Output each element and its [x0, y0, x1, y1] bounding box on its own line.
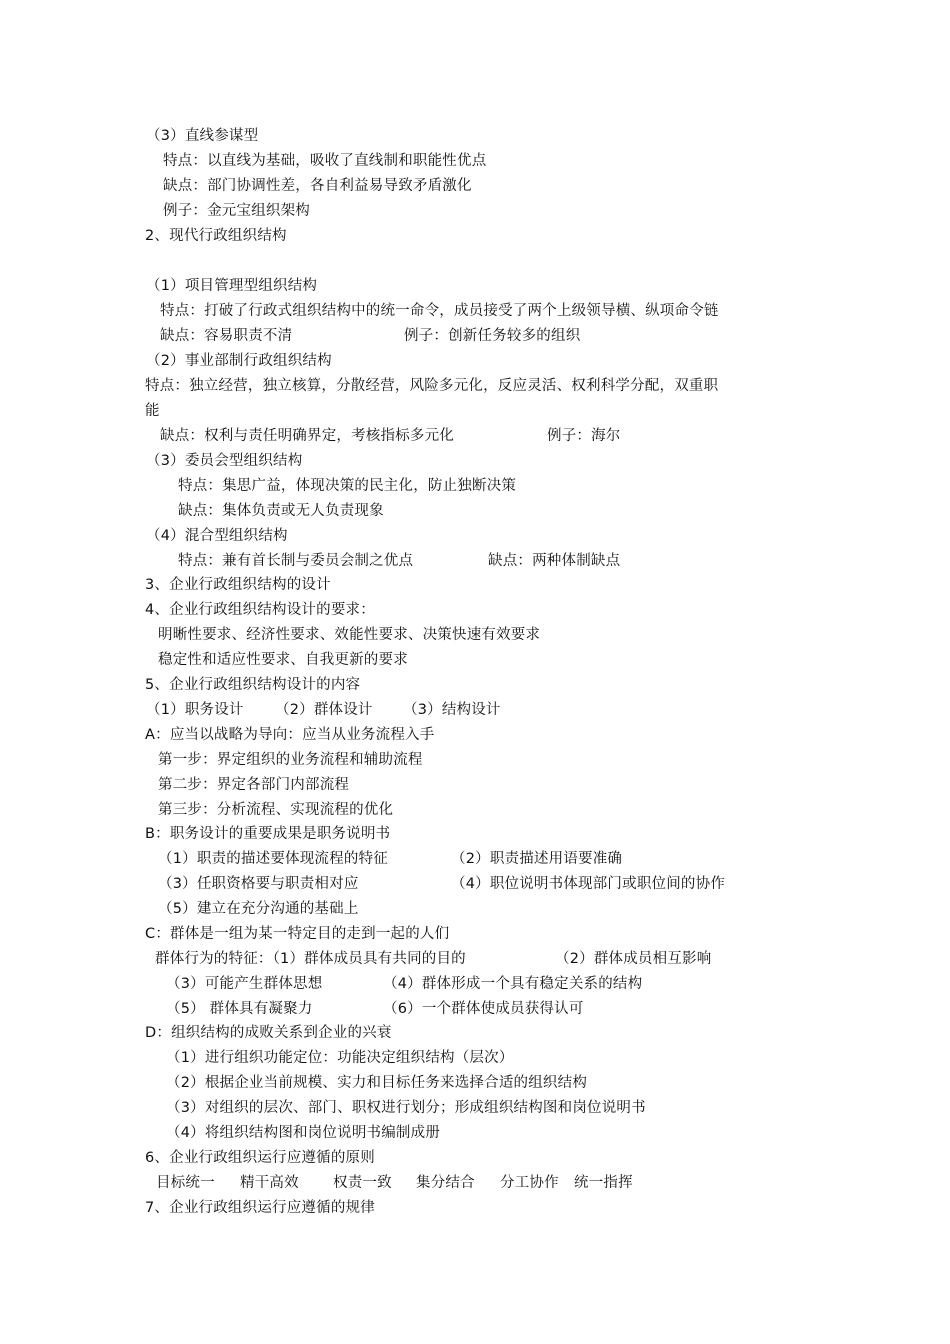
- text-line: （1）进行组织功能定位：功能决定组织结构（层次）: [166, 1050, 514, 1066]
- subsection-heading: （1）项目管理型组织结构: [146, 278, 318, 294]
- text-line: 群体行为的特征：（1）群体成员具有共同的目的: [155, 951, 466, 967]
- text-line: （6）一个群体使成员获得认可: [383, 1001, 584, 1017]
- point-heading: B：职务设计的重要成果是职务说明书: [145, 826, 391, 842]
- principle-item: 分工协作: [500, 1175, 559, 1191]
- section-heading: 3、企业行政组织结构的设计: [145, 577, 331, 593]
- text-line: 缺点：集体负责或无人负责现象: [178, 503, 384, 519]
- text-line: （2）根据企业当前规模、实力和目标任务来选择合适的组织结构: [166, 1075, 588, 1091]
- subsection-heading: （2）事业部制行政组织结构: [146, 353, 332, 369]
- section-heading: 2、现代行政组织结构: [145, 228, 287, 244]
- principle-item: 权责一致: [333, 1175, 392, 1191]
- section-heading: 5、企业行政组织结构设计的内容: [145, 677, 361, 693]
- text-line: 缺点：容易职责不清: [160, 328, 293, 344]
- text-line: 例子：金元宝组织架构: [163, 203, 310, 219]
- text-line: 特点：兼有首长制与委员会制之优点: [178, 553, 414, 569]
- heading-line-staff-type: （3）直线参谋型: [146, 128, 259, 144]
- text-line: （4）将组织结构图和岗位说明书编制成册: [166, 1125, 441, 1141]
- text-line: 特点：以直线为基础，吸收了直线制和职能性优点: [163, 153, 487, 169]
- text-line: （5）建立在充分沟通的基础上: [158, 901, 359, 917]
- text-line: 缺点：部门协调性差，各自利益易导致矛盾激化: [163, 178, 472, 194]
- point-heading: D：组织结构的成败关系到企业的兴衰: [145, 1025, 392, 1041]
- text-line: （4）群体形成一个具有稳定关系的结构: [383, 976, 643, 992]
- principle-item: 集分结合: [416, 1175, 475, 1191]
- principle-item: 目标统一: [156, 1175, 215, 1191]
- text-line: 特点：集思广益，体现决策的民主化，防止独断决策: [178, 478, 517, 494]
- text-line: （1）职务设计: [146, 702, 244, 718]
- text-line: （3）可能产生群体思想: [166, 976, 323, 992]
- text-line: 第一步：界定组织的业务流程和辅助流程: [158, 752, 423, 768]
- text-line: 第二步：界定各部门内部流程: [158, 777, 350, 793]
- subsection-heading: （4）混合型组织结构: [146, 528, 288, 544]
- text-line: （5） 群体具有凝聚力: [166, 1001, 313, 1017]
- text-line: 例子：海尔: [547, 428, 621, 444]
- text-line: （1）职责的描述要体现流程的特征: [158, 851, 388, 867]
- text-line: 稳定性和适应性要求、自我更新的要求: [158, 652, 408, 668]
- text-line: （2）群体成员相互影响: [555, 951, 712, 967]
- principle-item: 统一指挥: [574, 1175, 633, 1191]
- subsection-heading: （3）委员会型组织结构: [146, 453, 303, 469]
- text-line: （2）群体设计: [275, 702, 373, 718]
- text-line: 例子：创新任务较多的组织: [404, 328, 581, 344]
- text-line: 特点：打破了行政式组织结构中的统一命令，成员接受了两个上级领导横、纵项命令链: [160, 303, 719, 319]
- point-heading: A：应当以战略为导向：应当从业务流程入手: [145, 727, 435, 743]
- point-heading: C：群体是一组为某一特定目的走到一起的人们: [145, 926, 450, 942]
- text-line: （4）职位说明书体现部门或职位间的协作: [451, 876, 726, 892]
- section-heading: 4、企业行政组织结构设计的要求：: [145, 602, 375, 618]
- text-line: 缺点：两种体制缺点: [488, 553, 621, 569]
- text-line: 能: [145, 403, 160, 419]
- principle-item: 精干高效: [240, 1175, 299, 1191]
- text-line: （3）对组织的层次、部门、职权进行划分；形成组织结构图和岗位说明书: [166, 1100, 646, 1116]
- section-heading: 6、企业行政组织运行应遵循的原则: [145, 1150, 375, 1166]
- text-line: （3）任职资格要与职责相对应: [158, 876, 359, 892]
- text-line: 第三步：分析流程、实现流程的优化: [158, 802, 394, 818]
- text-line: 特点：独立经营，独立核算，分散经营，风险多元化，反应灵活、权利科学分配，双重职: [145, 378, 719, 394]
- text-line: 明晰性要求、经济性要求、效能性要求、决策快速有效要求: [158, 627, 541, 643]
- section-heading: 7、企业行政组织运行应遵循的规律: [145, 1200, 375, 1216]
- text-line: （3）结构设计: [403, 702, 501, 718]
- text-line: 缺点：权利与责任明确界定，考核指标多元化: [160, 428, 454, 444]
- text-line: （2）职责描述用语要准确: [451, 851, 623, 867]
